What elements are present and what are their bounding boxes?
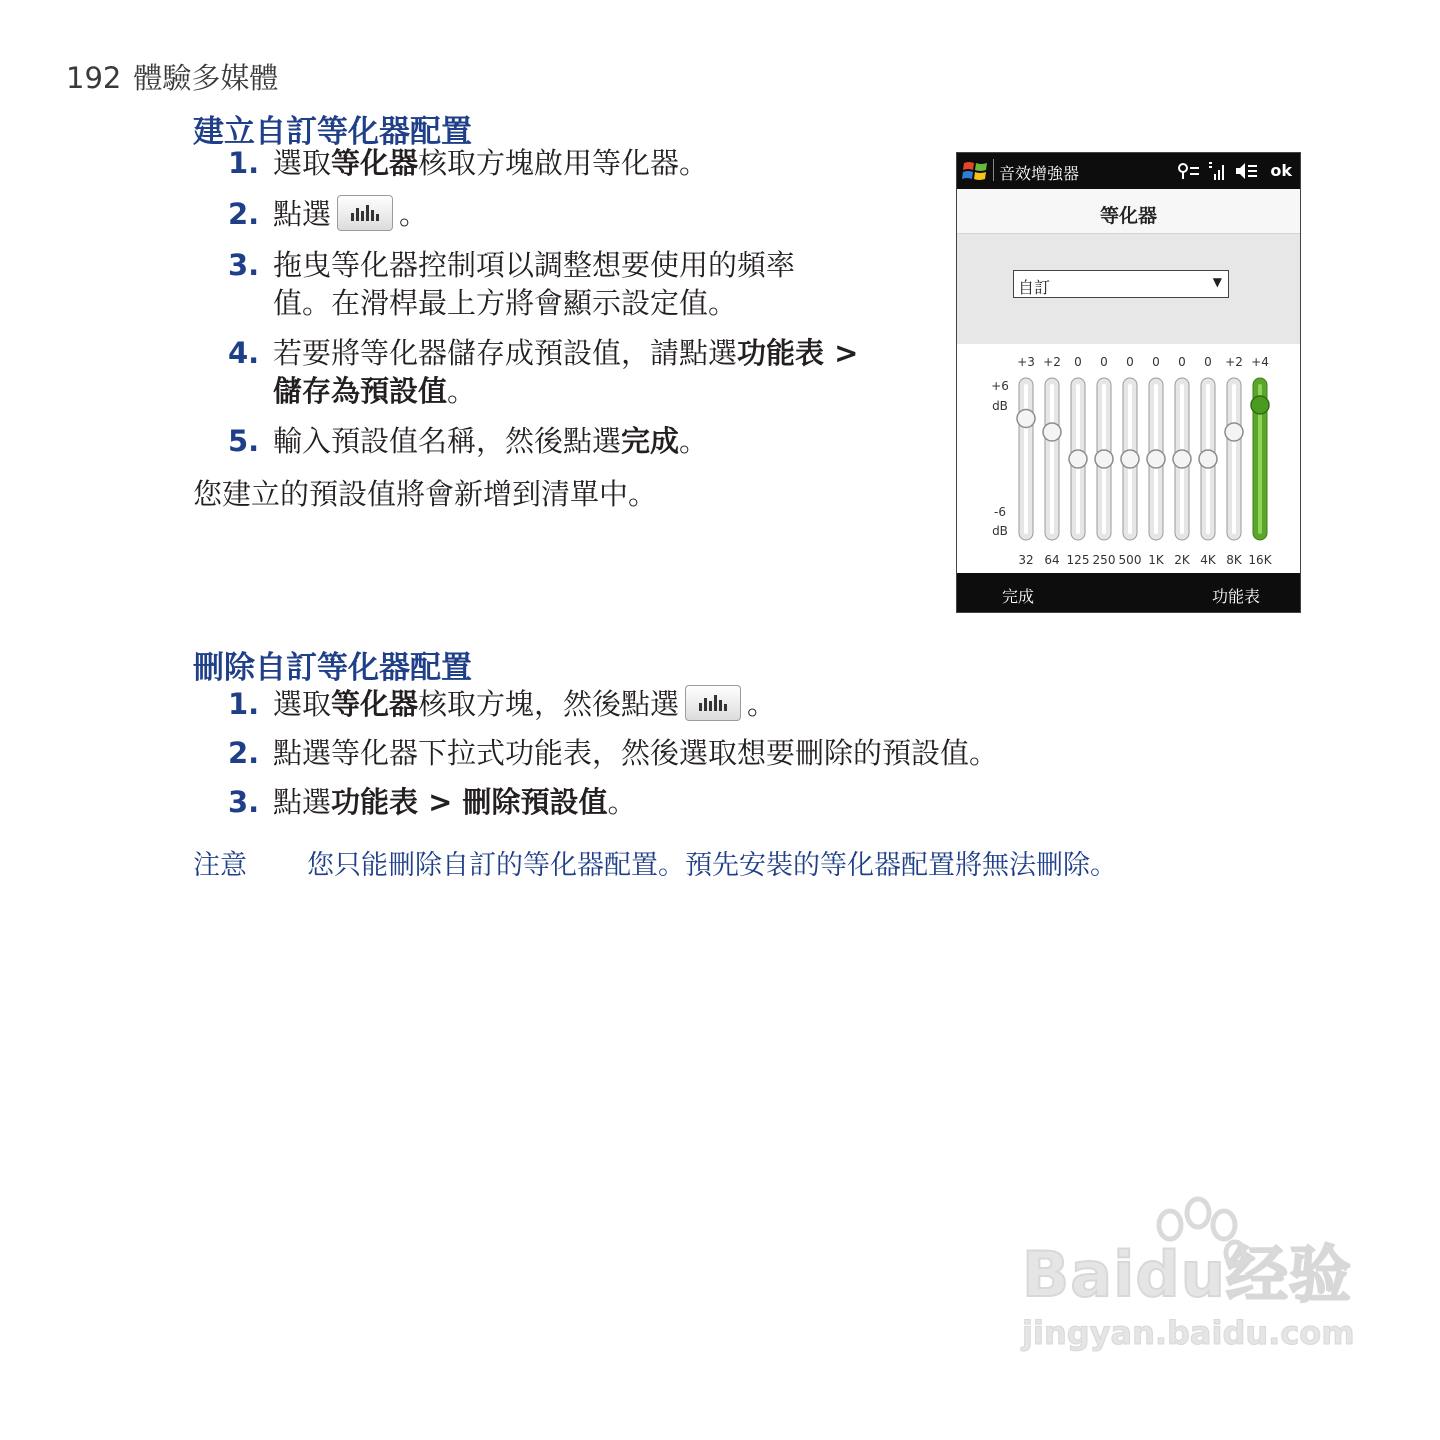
band-frequency-label: 1K: [1148, 553, 1164, 567]
step-text: 輸入預設值名稱，然後點選: [273, 424, 622, 458]
step-text: 。: [747, 687, 777, 721]
step-keyword: 儲存為預設值: [273, 374, 448, 408]
db-unit-label: dB: [992, 399, 1008, 413]
band-value-label: +4: [1251, 355, 1269, 369]
watermark: [1022, 1225, 1355, 1352]
band-frequency-label: 16K: [1248, 553, 1272, 567]
band-value-label: +3: [1017, 355, 1035, 369]
step-text: 。: [447, 374, 477, 408]
windows-start-icon[interactable]: [962, 160, 990, 182]
watermark-logo: Baidu经验: [1022, 1238, 1352, 1311]
step-text: 值。在滑桿最上方將會顯示設定值。: [273, 286, 738, 320]
step-keyword: 功能表: [331, 785, 419, 819]
band-frequency-label: 2K: [1174, 553, 1190, 567]
slider-knob: [1173, 450, 1191, 468]
step-number: 5.: [228, 424, 260, 458]
slider-knob: [1095, 450, 1113, 468]
title-divider: [993, 159, 994, 181]
band-value-label: +2: [1043, 355, 1061, 369]
band-frequency-label: 4K: [1200, 553, 1216, 567]
band-frequency-label: 32: [1018, 553, 1034, 567]
title-bar: [957, 153, 1300, 189]
step-text: 核取方塊，然後點選: [418, 687, 680, 721]
step-keyword: 刪除預設值: [462, 785, 608, 819]
create-result-text: 您建立的預設值將會新增到清單中。: [193, 477, 658, 511]
db-unit-label: dB: [992, 524, 1008, 538]
step-text: 選取: [273, 687, 332, 721]
band-value-label: 0: [1152, 355, 1160, 369]
step-keyword: 功能表 >: [737, 336, 859, 370]
band-value-label: +2: [1225, 355, 1243, 369]
page-number: 192: [66, 61, 122, 95]
step-text: 點選: [273, 785, 332, 819]
step-keyword: 等化器: [331, 687, 419, 721]
section-title-create: 建立自訂等化器配置: [193, 114, 472, 150]
connectivity-icon[interactable]: [1177, 162, 1201, 180]
step-number: 2.: [228, 736, 260, 770]
step-number: 4.: [228, 336, 260, 370]
equalizer-icon: [699, 695, 727, 711]
db-min-label: -6: [994, 505, 1006, 519]
step-keyword: 完成: [621, 424, 680, 458]
screen-title: 等化器: [1099, 205, 1157, 227]
step-number: 3.: [228, 785, 260, 819]
ok-button[interactable]: ok: [1270, 161, 1292, 180]
watermark-url: jingyan.baidu.com: [1022, 1314, 1355, 1352]
equalizer-sliders: [957, 344, 1300, 573]
band-value-label: 0: [1126, 355, 1134, 369]
step-number: 1.: [228, 146, 260, 180]
equalizer-button[interactable]: [685, 685, 741, 721]
slider-knob: [1043, 423, 1061, 441]
softkey-bar: [957, 573, 1300, 612]
note-text: 您只能刪除自訂的等化器配置。預先安裝的等化器配置將無法刪除。: [307, 850, 1117, 881]
band-frequency-label: 500: [1118, 553, 1142, 567]
step-number: 3.: [228, 248, 260, 282]
step-text: 拖曳等化器控制項以調整想要使用的頻率: [273, 248, 796, 282]
band-frequency-label: 250: [1092, 553, 1116, 567]
signal-icon[interactable]: [1209, 162, 1227, 180]
slider-groove: [1024, 384, 1028, 534]
slider-knob: [1199, 450, 1217, 468]
band-value-label: 0: [1100, 355, 1108, 369]
equalizer-screenshot: [956, 152, 1301, 613]
slider-knob: [1017, 410, 1035, 428]
chapter-title: 體驗多媒體: [133, 61, 279, 95]
step-text: 點選等化器下拉式功能表，然後選取想要刪除的預設值。: [273, 736, 999, 770]
dropdown-arrow-icon: ▼: [1212, 275, 1222, 289]
equalizer-panel: [957, 344, 1300, 573]
preset-value: 自訂: [1018, 278, 1051, 297]
page-header: [66, 56, 278, 97]
equalizer-icon: [351, 205, 379, 221]
step-text: 。: [607, 785, 637, 819]
equalizer-button[interactable]: [337, 195, 393, 231]
slider-knob: [1225, 423, 1243, 441]
step-number: 2.: [228, 197, 260, 231]
step-number: 1.: [228, 687, 260, 721]
softkey-menu[interactable]: 功能表: [1211, 587, 1260, 606]
step-text: 。: [679, 424, 709, 458]
note-label: 注意: [193, 850, 247, 881]
step-keyword: 等化器: [331, 146, 419, 180]
band-value-label: 0: [1178, 355, 1186, 369]
band-value-label: 0: [1204, 355, 1212, 369]
db-max-label: +6: [991, 379, 1009, 393]
band-frequency-label: 125: [1066, 553, 1090, 567]
slider-knob: [1147, 450, 1165, 468]
band-frequency-label: 8K: [1226, 553, 1242, 567]
step-text: 選取: [273, 146, 332, 180]
step-keyword: >: [418, 785, 463, 819]
preset-dropdown[interactable]: [1013, 270, 1229, 298]
band-value-label: 0: [1074, 355, 1082, 369]
slider-knob: [1251, 396, 1269, 414]
step-text: 點選: [273, 197, 332, 231]
paw-logo-icon: [1140, 1195, 1250, 1295]
slider-knob: [1121, 450, 1139, 468]
screen-header: [957, 189, 1300, 234]
softkey-done[interactable]: 完成: [1002, 587, 1035, 606]
section-title-delete: 刪除自訂等化器配置: [193, 650, 472, 686]
slider-groove: [1050, 384, 1054, 534]
app-title: 音效增強器: [999, 164, 1080, 183]
slider-knob: [1069, 450, 1087, 468]
step-text: 核取方塊啟用等化器。: [418, 146, 709, 180]
speaker-muted-icon[interactable]: [1235, 162, 1259, 180]
band-frequency-label: 64: [1044, 553, 1060, 567]
slider-groove: [1232, 384, 1236, 534]
step-text: 。: [399, 197, 429, 231]
step-text: 若要將等化器儲存成預設值，請點選: [273, 336, 738, 370]
